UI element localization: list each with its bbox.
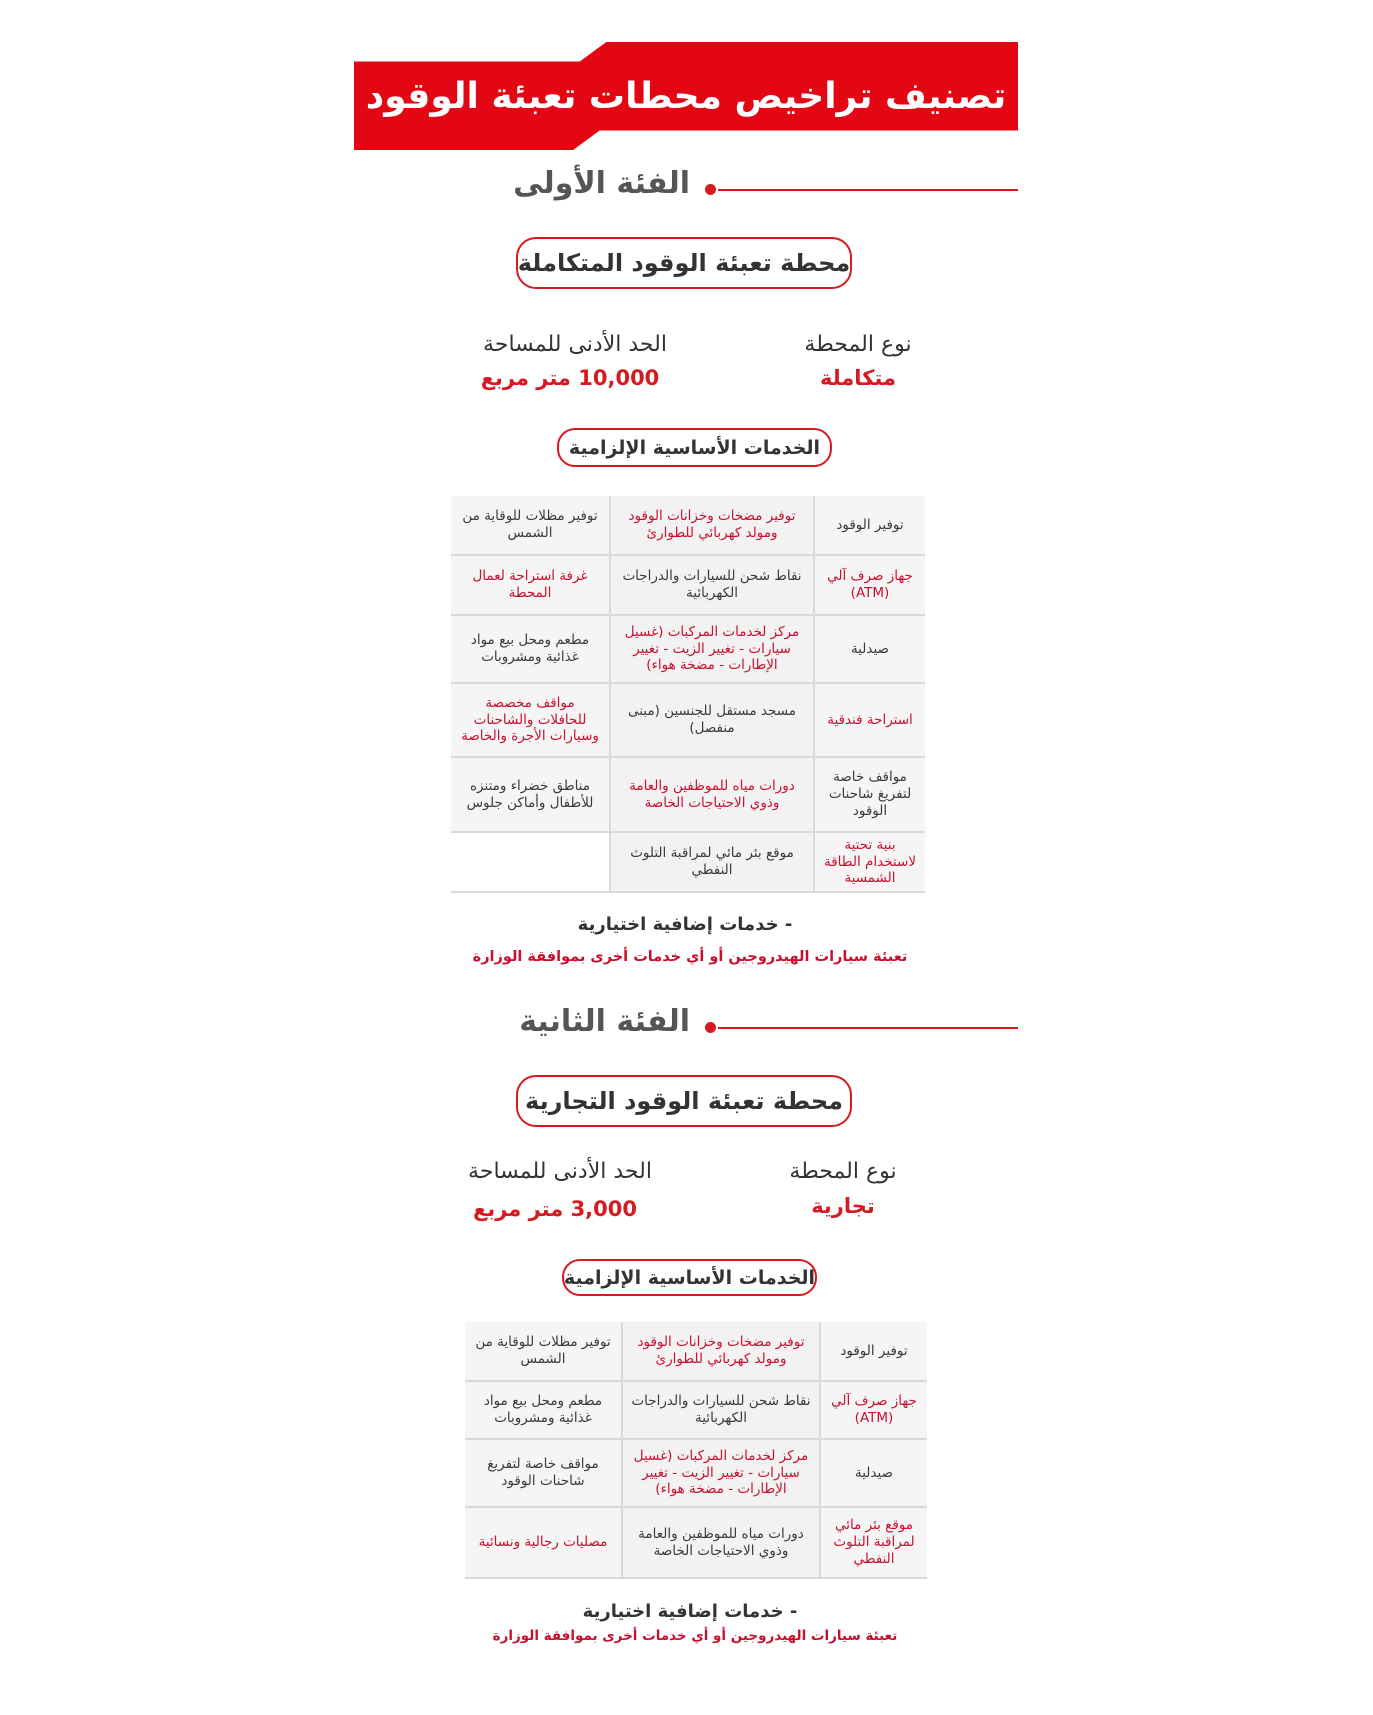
category-1-min-area-value: 10,000 متر مربع: [480, 366, 660, 390]
service-cell: جهاز صرف آلي (ATM): [821, 1382, 927, 1440]
category-2-min-area-value: 3,000 متر مربع: [473, 1197, 637, 1221]
page-title: تصنيف تراخيص محطات تعبئة الوقود: [365, 75, 1007, 117]
service-cell: توفير الوقود: [815, 496, 925, 556]
category-2-bullet: [705, 1022, 716, 1033]
service-cell: موقع بئر مائي لمراقبة التلوث النفطي: [609, 833, 815, 893]
service-cell: مواقف مخصصة للحافلات والشاحنات وسيارات الأجرة والخاصة: [451, 684, 609, 758]
service-cell: مواقف خاصة لتفريغ شاحنات الوقود: [465, 1440, 621, 1508]
category-1-services-table: [451, 496, 925, 893]
category-2-services-table: [465, 1322, 927, 1579]
service-cell-empty: [451, 833, 609, 893]
category-1-bullet: [705, 184, 716, 195]
category-1-heading: الفئة الأولى: [513, 166, 690, 201]
service-cell: مطعم ومحل بيع مواد غذائية ومشروبات: [465, 1382, 621, 1440]
category-2-station-type-label: نوع المحطة: [789, 1159, 897, 1184]
category-1-optional-text: تعبئة سيارات الهيدروجين أو أي خدمات أخرى بموافقة الوزارة: [472, 949, 908, 965]
service-cell: صيدلية: [815, 616, 925, 684]
service-cell: دورات مياه للموظفين والعامة وذوي الاحتياجات الخاصة: [609, 758, 815, 833]
service-cell: مصليات رجالية ونسائية: [465, 1508, 621, 1579]
category-2-heading: الفئة الثانية: [519, 1004, 690, 1039]
category-2-divider: [718, 1027, 1018, 1029]
service-cell: موقع بئر مائي لمراقبة التلوث النفطي: [821, 1508, 927, 1579]
service-cell: مركز لخدمات المركبات (غسيل سيارات - تغيير الزيت - تغيير الإطارات - مضخة هواء): [609, 616, 815, 684]
category-1-station-type-label: نوع المحطة: [804, 332, 912, 357]
service-cell: مسجد مستقل للجنسين (مبنى منفصل): [609, 684, 815, 758]
service-cell: مطعم ومحل بيع مواد غذائية ومشروبات: [451, 616, 609, 684]
service-cell: توفير مظلات للوقاية من الشمس: [451, 496, 609, 556]
service-cell: استراحة فندقية: [815, 684, 925, 758]
service-cell: نقاط شحن للسيارات والدراجات الكهربائية: [621, 1382, 821, 1440]
category-1-divider: [718, 189, 1018, 191]
service-cell: مناطق خضراء ومتنزه للأطفال وأماكن جلوس: [451, 758, 609, 833]
category-2-station-name: محطة تعبئة الوقود التجارية: [516, 1075, 852, 1127]
service-cell: نقاط شحن للسيارات والدراجات الكهربائية: [609, 556, 815, 616]
category-1-station-name: محطة تعبئة الوقود المتكاملة: [516, 237, 852, 289]
category-1-mandatory-services-title: الخدمات الأساسية الإلزامية: [557, 428, 832, 467]
service-cell: توفير مظلات للوقاية من الشمس: [465, 1322, 621, 1382]
service-cell: غرفة استراحة لعمال المحطة: [451, 556, 609, 616]
category-2-mandatory-services-title: الخدمات الأساسية الإلزامية: [562, 1259, 817, 1296]
service-cell: توفير الوقود: [821, 1322, 927, 1382]
service-cell: دورات مياه للموظفين والعامة وذوي الاحتياجات الخاصة: [621, 1508, 821, 1579]
category-2-station-type-value: تجارية: [811, 1194, 875, 1218]
service-cell: مركز لخدمات المركبات (غسيل سيارات - تغيير الزيت - تغيير الإطارات - مضخة هواء): [621, 1440, 821, 1508]
category-2-optional-title: - خدمات إضافية اختيارية: [582, 1601, 798, 1622]
category-2-optional-text: تعبئة سيارات الهيدروجين أو أي خدمات أخرى بموافقة الوزارة: [492, 1628, 898, 1644]
service-cell: صيدلية: [821, 1440, 927, 1508]
service-cell: بنية تحتية لاستخدام الطاقة الشمسية: [815, 833, 925, 893]
category-1-station-type-value: متكاملة: [820, 366, 896, 390]
category-1-min-area-label: الحد الأدنى للمساحة: [483, 332, 667, 357]
service-cell: توفير مضخات وخزانات الوقود ومولد كهربائي للطوارئ: [621, 1322, 821, 1382]
category-2-min-area-label: الحد الأدنى للمساحة: [468, 1159, 652, 1184]
service-cell: توفير مضخات وخزانات الوقود ومولد كهربائي للطوارئ: [609, 496, 815, 556]
service-cell: جهاز صرف آلي (ATM): [815, 556, 925, 616]
category-1-optional-title: - خدمات إضافية اختيارية: [577, 914, 793, 935]
service-cell: مواقف خاصة لتفريغ شاحنات الوقود: [815, 758, 925, 833]
